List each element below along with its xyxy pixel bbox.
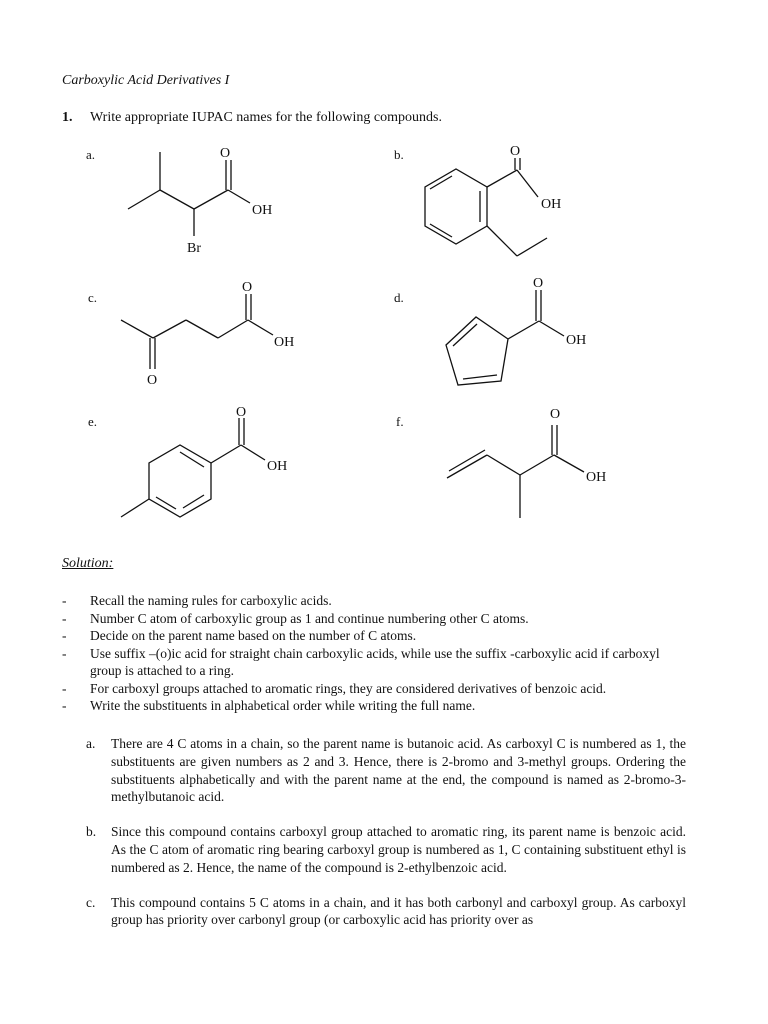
answer-b: [86, 823, 686, 876]
rule-text: Decide on the parent name based on the number of C atoms.: [90, 628, 417, 643]
answer-label: c.: [86, 894, 96, 910]
bullet-dash: -: [62, 593, 67, 608]
structure-label-a: a.: [86, 147, 96, 162]
answer-label: a.: [86, 736, 96, 751]
list-item: [62, 610, 692, 628]
atom-oh: OH: [541, 197, 562, 212]
rule-text: Recall the naming rules for carboxylic acids.: [90, 593, 332, 608]
bullet-dash: -: [62, 680, 67, 696]
solution-heading: Solution:: [62, 556, 114, 571]
structure-label-e: e.: [88, 414, 98, 429]
structure-label-c: c.: [88, 290, 98, 305]
structure-c: [121, 280, 294, 388]
bullet-dash: -: [62, 698, 67, 713]
atom-oh: OH: [566, 333, 587, 348]
rule-text: For carboxyl groups attached to aromatic rings, they are considered derivatives of benzoic acid.: [90, 680, 607, 696]
atom-oh: OH: [252, 203, 273, 218]
answer-text: This compound contains 5 C atoms in a chain, and it has both carbonyl and carboxyl group. As carboxyl group has priority over carbonyl group (or carboxylic acid has priority over as: [111, 894, 686, 928]
atom-o: O: [147, 373, 158, 388]
atom-oh: OH: [274, 335, 295, 350]
answer-c: [86, 894, 686, 930]
answer-a: [86, 735, 686, 806]
naming-rules-list: [62, 592, 692, 715]
rule-text: Write the substituents in alphabetical order while writing the full name.: [90, 698, 476, 713]
structure-label-b: b.: [394, 147, 404, 162]
bullet-dash: -: [62, 610, 67, 626]
structure-a: [128, 146, 272, 256]
atom-o: O: [510, 144, 521, 159]
answer-label: b.: [86, 824, 97, 840]
list-item: [62, 680, 692, 698]
atom-o: O: [236, 405, 247, 420]
structure-label-f: f.: [396, 414, 404, 429]
answer-text: Since this compound contains carboxyl group attached to aromatic ring, its parent name is benzoic acid. As the C atom of aromatic ring bearing carboxyl group is numbered as 1, C containing substituent ethyl is numbered as 2. Hence, the name of the compound is 2-ethylbenzoic acid.: [111, 824, 686, 875]
answers-list: [86, 735, 686, 946]
bullet-dash: -: [62, 628, 67, 643]
page-title: Carboxylic Acid Derivatives I: [62, 73, 230, 88]
structure-b: [425, 144, 561, 256]
atom-oh: OH: [267, 459, 288, 474]
rule-text: Number C atom of carboxylic group as 1 and continue numbering other C atoms.: [90, 610, 529, 626]
bullet-dash: -: [62, 645, 67, 661]
question-number: 1.: [62, 110, 73, 125]
atom-o: O: [550, 407, 561, 422]
question-text: Write appropriate IUPAC names for the following compounds.: [90, 110, 442, 125]
atom-o: O: [242, 280, 253, 295]
list-item: [62, 627, 692, 645]
structure-label-d: d.: [394, 290, 404, 305]
list-item: [62, 592, 692, 610]
atom-oh: OH: [586, 470, 607, 485]
structure-d: [446, 276, 586, 385]
atom-br: Br: [187, 241, 201, 256]
answer-text: There are 4 C atoms in a chain, so the parent name is butanoic acid. As carboxyl C is numbered as 1, the substituents are given numbers as 2 and 3. Hence, there is 2-bromo and 3-methyl groups. Ordering the substituents alphabetically and with the parent name at the end, the compound is named as 2-bromo-3-methylbutanoic acid.: [111, 736, 686, 805]
list-item: [62, 697, 692, 715]
atom-o: O: [533, 276, 544, 291]
list-item: [62, 645, 692, 680]
atom-o: O: [220, 146, 231, 161]
structure-f: [447, 407, 606, 518]
rule-text: Use suffix –(o)ic acid for straight chain carboxylic acids, while use the suffix -carboxylic acid if carboxyl group is attached to a ring.: [90, 645, 660, 678]
structure-e: [121, 405, 287, 517]
